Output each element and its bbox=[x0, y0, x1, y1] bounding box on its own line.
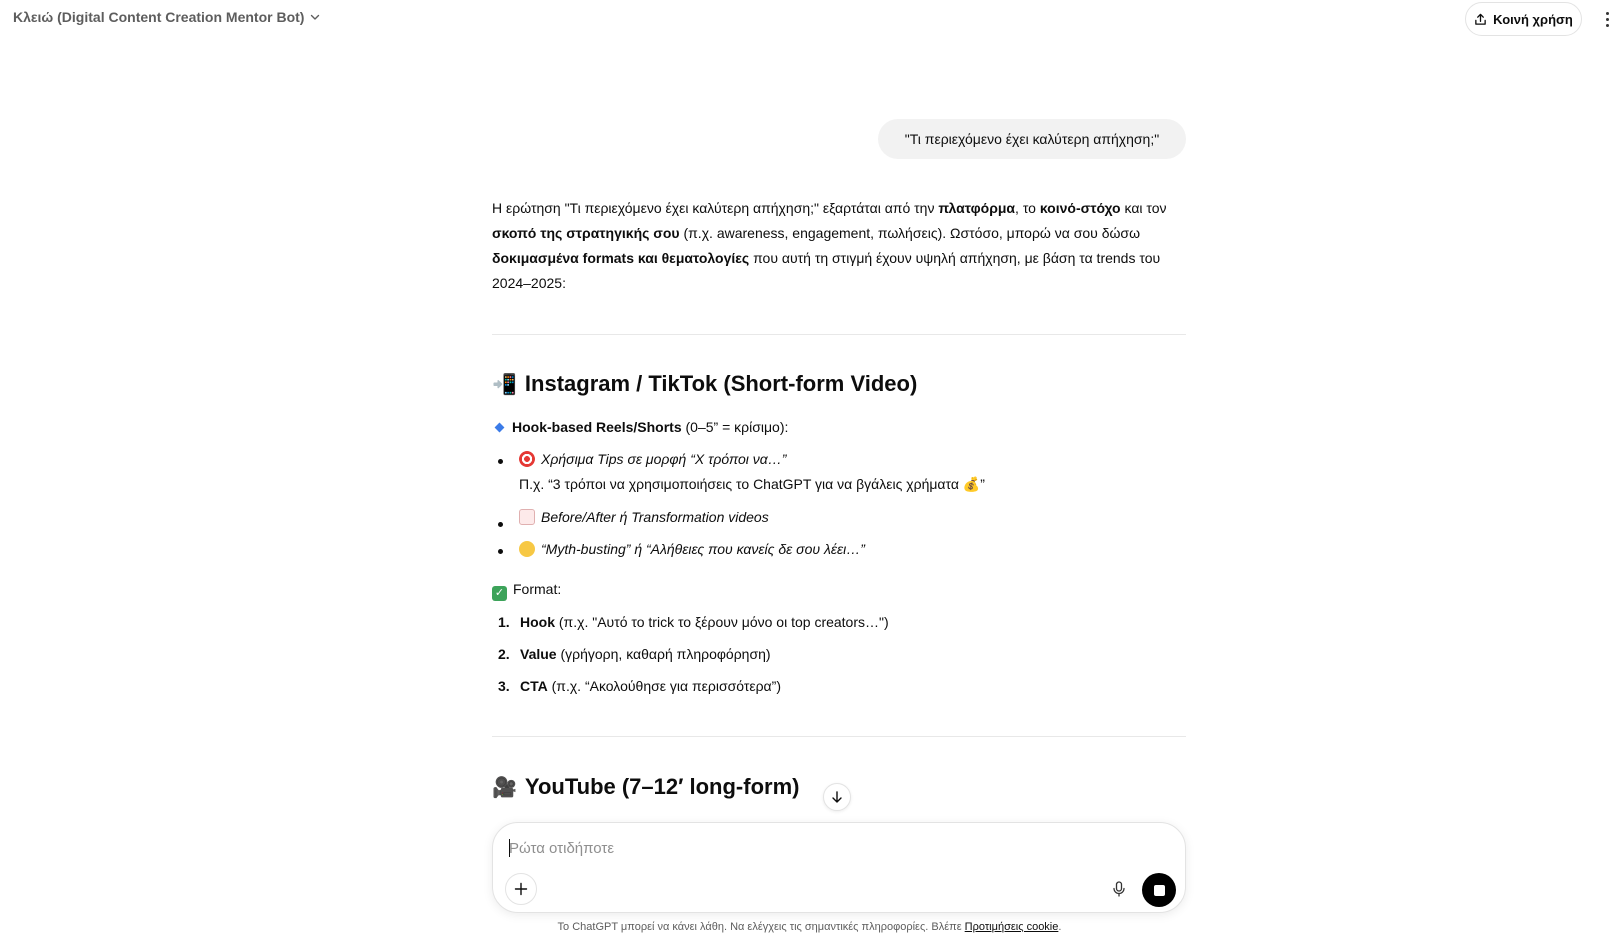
microphone-icon bbox=[1112, 881, 1126, 897]
list-item bbox=[519, 541, 865, 557]
list-item-text: Before/After ή Transformation videos bbox=[541, 509, 769, 525]
more-options-icon[interactable] bbox=[1600, 8, 1614, 30]
intro-bold: κοινό-στόχο bbox=[1039, 200, 1121, 216]
stop-generating-button[interactable] bbox=[1142, 873, 1176, 907]
prompt-input[interactable] bbox=[509, 837, 1149, 859]
section-heading-instagram bbox=[492, 371, 917, 397]
lead-bold: Hook-based Reels/Shorts bbox=[512, 419, 682, 435]
text-caret bbox=[509, 839, 510, 857]
chevron-down-icon bbox=[309, 11, 321, 23]
numbered-item bbox=[498, 678, 781, 694]
intro-bold: σκοπό της στρατηγικής σου bbox=[492, 225, 680, 241]
section-title: YouTube (7–12′ long-form) bbox=[524, 774, 800, 799]
mind-blown-icon bbox=[519, 541, 535, 557]
lead-text: (0–5” = κρίσιμο): bbox=[681, 419, 789, 435]
bullet-dot bbox=[498, 522, 503, 527]
disclaimer-text: Το ChatGPT μπορεί να κάνει λάθη. Να ελέγχεις τις σημαντικές πληροφορίες. Βλέπε bbox=[557, 921, 965, 933]
step-number: 1. bbox=[498, 614, 510, 630]
intro-text: και τον bbox=[1120, 200, 1167, 216]
intro-text: που αυτή τη στιγμή έχουν υψηλή απήχηση, με βάση τα trends του 2024–2025: bbox=[492, 250, 1161, 291]
model-selector[interactable] bbox=[13, 9, 321, 25]
user-message-text: "Τι περιεχόμενο έχει καλύτερη απήχηση;" bbox=[904, 131, 1160, 147]
share-button[interactable] bbox=[1465, 2, 1582, 36]
list-item bbox=[519, 451, 786, 467]
numbered-item bbox=[498, 614, 889, 630]
composer bbox=[492, 822, 1186, 913]
intro-bold: πλατφόρμα bbox=[938, 200, 1016, 216]
list-item-subtext-label: Π.χ. “3 τρόποι να χρησιμοποιήσεις το ChatGPT για να βγάλεις χρήματα 💰” bbox=[519, 476, 985, 492]
plus-icon bbox=[514, 882, 528, 896]
list-item-text: “Myth-busting” ή “Αλήθειες που κανείς δε σου λέει…” bbox=[541, 541, 865, 557]
intro-text: Η ερώτηση "Τι περιεχόμενο έχει καλύτερη απήχηση;" εξαρτάται από την bbox=[492, 200, 939, 216]
bullet-dot bbox=[498, 549, 503, 554]
top-bar bbox=[0, 0, 1619, 38]
intro-bold: δοκιμασμένα formats και θεματολογίες bbox=[492, 250, 750, 266]
add-attachment-button[interactable] bbox=[505, 873, 537, 905]
cookie-preferences-link[interactable]: Προτιμήσεις cookie bbox=[964, 921, 1059, 933]
share-icon bbox=[1474, 13, 1487, 26]
step-text: (π.χ. “Ακολούθησε για περισσότερα”) bbox=[547, 678, 781, 694]
video-camera-icon: 🎥 bbox=[492, 775, 517, 799]
step-number: 3. bbox=[498, 678, 510, 694]
step-bold: CTA bbox=[520, 678, 548, 694]
step-number: 2. bbox=[498, 646, 510, 662]
lead-item bbox=[492, 419, 788, 435]
divider bbox=[492, 334, 1186, 335]
scroll-to-bottom-button[interactable] bbox=[823, 783, 851, 811]
target-icon bbox=[519, 451, 535, 467]
divider bbox=[492, 736, 1186, 737]
format-label: Format: bbox=[513, 581, 562, 597]
user-message bbox=[878, 119, 1186, 159]
list-item-subtext bbox=[519, 476, 985, 493]
format-heading bbox=[492, 581, 561, 601]
step-text: (π.χ. "Αυτό το trick το ξέρουν μόνο οι top creators…") bbox=[555, 614, 889, 630]
arrow-down-icon bbox=[830, 790, 844, 804]
list-item-text: Χρήσιμα Tips σε μορφή “Χ τρόποι να…” bbox=[541, 451, 787, 467]
section-heading-youtube bbox=[492, 774, 799, 800]
check-icon: ✓ bbox=[492, 586, 507, 601]
share-label: Κοινή χρήση bbox=[1493, 11, 1573, 27]
blue-diamond-icon bbox=[495, 423, 505, 433]
intro-text: , το bbox=[1015, 200, 1040, 216]
stop-icon bbox=[1154, 885, 1165, 896]
dictate-button[interactable] bbox=[1103, 873, 1135, 905]
model-title: Κλειώ (Digital Content Creation Mentor Bot) bbox=[13, 9, 305, 25]
step-text: (γρήγορη, καθαρή πληροφόρηση) bbox=[556, 646, 771, 662]
phone-arrow-icon: 📲 bbox=[492, 372, 517, 396]
step-bold: Hook bbox=[520, 614, 555, 630]
step-bold: Value bbox=[520, 646, 557, 662]
disclaimer-end: . bbox=[1058, 921, 1062, 933]
disclaimer bbox=[0, 921, 1619, 933]
chart-down-icon bbox=[519, 509, 535, 525]
list-item bbox=[519, 509, 769, 525]
assistant-intro bbox=[492, 196, 1187, 296]
intro-text: (π.χ. awareness, engagement, πωλήσεις). Ωστόσο, μπορώ να σου δώσω bbox=[679, 225, 1140, 241]
bullet-dot bbox=[498, 459, 503, 464]
section-title: Instagram / TikTok (Short-form Video) bbox=[524, 371, 918, 396]
numbered-item bbox=[498, 646, 771, 662]
